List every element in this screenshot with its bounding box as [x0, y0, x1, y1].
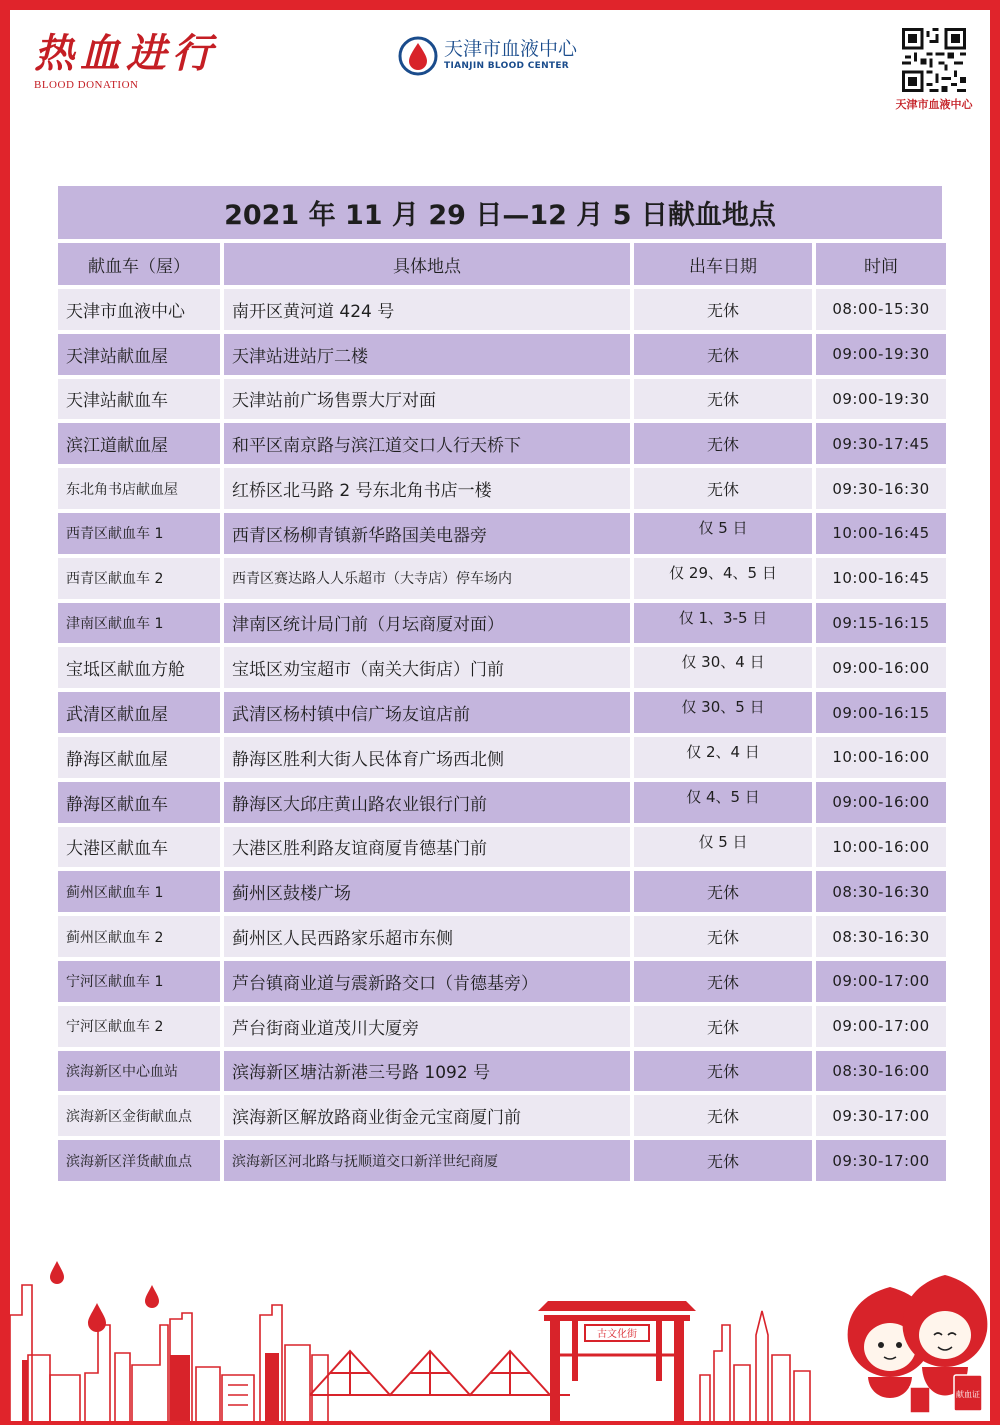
table-row	[58, 334, 946, 375]
cell-location: 滨海新区塘沽新港三号路 1092 号	[224, 1051, 630, 1092]
mascot-badge: 献血证	[956, 1390, 980, 1399]
table-row	[58, 961, 946, 1002]
cell-location: 天津站前广场售票大厅对面	[224, 379, 630, 420]
cell-date: 仅 1、3-5 日	[634, 603, 812, 644]
table-row	[58, 1140, 946, 1181]
cell-date: 无休	[634, 423, 812, 464]
cell-location: 和平区南京路与滨江道交口人行天桥下	[224, 423, 630, 464]
tianjin-skyline-illustration	[10, 1255, 990, 1421]
cell-time: 09:00-16:00	[816, 647, 946, 688]
skyline-right	[700, 1311, 810, 1421]
cell-time: 09:00-17:00	[816, 961, 946, 1002]
cell-place: 蓟州区献血车 2	[58, 916, 220, 957]
table-row	[58, 513, 946, 554]
cell-place: 东北角书店献血屋	[58, 468, 220, 509]
table-row	[58, 423, 946, 464]
logo-calligraphy: 热血进行	[34, 30, 218, 77]
blood-drops	[50, 1261, 159, 1332]
cell-place: 西青区献血车 2	[58, 558, 220, 599]
schedule-table	[54, 239, 950, 1185]
cell-time: 09:30-17:00	[816, 1095, 946, 1136]
center-name-en: TIANJIN BLOOD CENTER	[444, 61, 570, 71]
table-row	[58, 647, 946, 688]
table-row	[58, 916, 946, 957]
cell-date: 仅 5 日	[634, 827, 812, 868]
cell-time: 08:30-16:30	[816, 871, 946, 912]
drop-icon-3	[145, 1285, 159, 1308]
cell-place: 西青区献血车 1	[58, 513, 220, 554]
cell-location: 西青区杨柳青镇新华路国美电器旁	[224, 513, 630, 554]
cell-location: 大港区胜利路友谊商厦肯德基门前	[224, 827, 630, 868]
cell-location: 芦台街商业道茂川大厦旁	[224, 1006, 630, 1047]
cell-date: 仅 4、5 日	[634, 782, 812, 823]
cell-location: 滨海新区河北路与抚顺道交口新洋世纪商厦	[224, 1140, 630, 1181]
donation-schedule-table	[58, 186, 942, 1185]
cell-location: 蓟州区鼓楼广场	[224, 871, 630, 912]
cell-place: 天津站献血屋	[58, 334, 220, 375]
cell-date: 无休	[634, 468, 812, 509]
cell-location: 静海区胜利大街人民体育广场西北侧	[224, 737, 630, 778]
cell-date: 无休	[634, 379, 812, 420]
ancient-culture-street-gate	[538, 1301, 696, 1421]
table-row	[58, 871, 946, 912]
blood-donation-logo	[34, 30, 244, 96]
cell-location: 南开区黄河道 424 号	[224, 289, 630, 330]
cell-time: 08:00-15:30	[816, 289, 946, 330]
cell-time: 08:30-16:30	[816, 916, 946, 957]
cell-date: 仅 5 日	[634, 513, 812, 554]
cell-date: 仅 30、4 日	[634, 647, 812, 688]
cell-date: 无休	[634, 1006, 812, 1047]
cell-time: 09:30-17:00	[816, 1140, 946, 1181]
cell-time: 09:15-16:15	[816, 603, 946, 644]
bridge	[310, 1351, 570, 1395]
cell-date: 无休	[634, 871, 812, 912]
cell-location: 西青区赛达路人人乐超市（大寺店）停车场内	[224, 558, 630, 599]
blood-drop-icon	[398, 36, 438, 76]
cell-place: 蓟州区献血车 1	[58, 871, 220, 912]
col-header-date: 出车日期	[634, 243, 812, 285]
cell-date: 仅 2、4 日	[634, 737, 812, 778]
cell-time: 09:00-19:30	[816, 379, 946, 420]
cell-location: 宝坻区劝宝超市（南关大街店）门前	[224, 647, 630, 688]
cell-place: 宁河区献血车 2	[58, 1006, 220, 1047]
cell-place: 武清区献血屋	[58, 692, 220, 733]
cell-time: 10:00-16:45	[816, 558, 946, 599]
cell-date: 无休	[634, 961, 812, 1002]
table-row	[58, 1095, 946, 1136]
table-row	[58, 737, 946, 778]
cell-location: 武清区杨村镇中信广场友谊店前	[224, 692, 630, 733]
gate-sign: 古文化街	[597, 1329, 637, 1340]
cell-time: 09:00-17:00	[816, 1006, 946, 1047]
cell-time: 10:00-16:00	[816, 737, 946, 778]
cell-place: 滨海新区洋货献血点	[58, 1140, 220, 1181]
col-header-time: 时间	[816, 243, 946, 285]
cell-date: 仅 30、5 日	[634, 692, 812, 733]
col-header-place: 献血车（屋）	[58, 243, 220, 285]
cell-place: 滨海新区金街献血点	[58, 1095, 220, 1136]
cell-place: 滨江道献血屋	[58, 423, 220, 464]
cell-location: 津南区统计局门前（月坛商厦对面）	[224, 603, 630, 644]
cell-location: 蓟州区人民西路家乐超市东侧	[224, 916, 630, 957]
cell-time: 09:00-16:15	[816, 692, 946, 733]
table-row	[58, 782, 946, 823]
cell-time: 10:00-16:45	[816, 513, 946, 554]
table-title: 2021 年 11 月 29 日—12 月 5 日献血地点	[58, 186, 942, 239]
cell-place: 滨海新区中心血站	[58, 1051, 220, 1092]
col-header-location: 具体地点	[224, 243, 630, 285]
cell-date: 无休	[634, 334, 812, 375]
table-row	[58, 289, 946, 330]
cell-time: 09:00-16:00	[816, 782, 946, 823]
table-row	[58, 379, 946, 420]
cell-date: 无休	[634, 289, 812, 330]
table-row	[58, 1006, 946, 1047]
cell-date: 仅 29、4、5 日	[634, 558, 812, 599]
tianjin-blood-center-logo	[398, 36, 598, 76]
cell-location: 滨海新区解放路商业街金元宝商厦门前	[224, 1095, 630, 1136]
cell-place: 宝坻区献血方舱	[58, 647, 220, 688]
drop-icon-1	[50, 1261, 64, 1284]
cell-location: 红桥区北马路 2 号东北角书店一楼	[224, 468, 630, 509]
table-row	[58, 558, 946, 599]
cell-time: 10:00-16:00	[816, 827, 946, 868]
cell-time: 09:30-16:30	[816, 468, 946, 509]
cell-place: 静海区献血屋	[58, 737, 220, 778]
skyline-solid-left	[22, 1353, 279, 1421]
table-row	[58, 692, 946, 733]
cell-location: 静海区大邱庄黄山路农业银行门前	[224, 782, 630, 823]
skyline-left	[10, 1285, 328, 1421]
cell-time: 08:30-16:00	[816, 1051, 946, 1092]
table-row	[58, 1051, 946, 1092]
cell-date: 无休	[634, 1051, 812, 1092]
cell-place: 天津市血液中心	[58, 289, 220, 330]
qr-code-icon[interactable]	[902, 28, 966, 92]
cell-date: 无休	[634, 1140, 812, 1181]
cell-place: 宁河区献血车 1	[58, 961, 220, 1002]
cell-time: 09:30-17:45	[816, 423, 946, 464]
cell-place: 静海区献血车	[58, 782, 220, 823]
cell-location: 天津站进站厅二楼	[224, 334, 630, 375]
table-row	[58, 468, 946, 509]
cell-date: 无休	[634, 916, 812, 957]
cell-time: 09:00-19:30	[816, 334, 946, 375]
cell-place: 大港区献血车	[58, 827, 220, 868]
logo-subtitle: BLOOD DONATION	[34, 79, 139, 91]
table-row	[58, 827, 946, 868]
center-name: 天津市血液中心	[444, 38, 578, 60]
table-row	[58, 603, 946, 644]
cell-date: 无休	[634, 1095, 812, 1136]
drop-icon-2	[88, 1303, 106, 1332]
cell-location: 芦台镇商业道与震新路交口（肯德基旁）	[224, 961, 630, 1002]
table-header-row	[58, 243, 946, 285]
cell-place: 津南区献血车 1	[58, 603, 220, 644]
cell-place: 天津站献血车	[58, 379, 220, 420]
qr-caption: 天津市血液中心	[895, 98, 973, 111]
